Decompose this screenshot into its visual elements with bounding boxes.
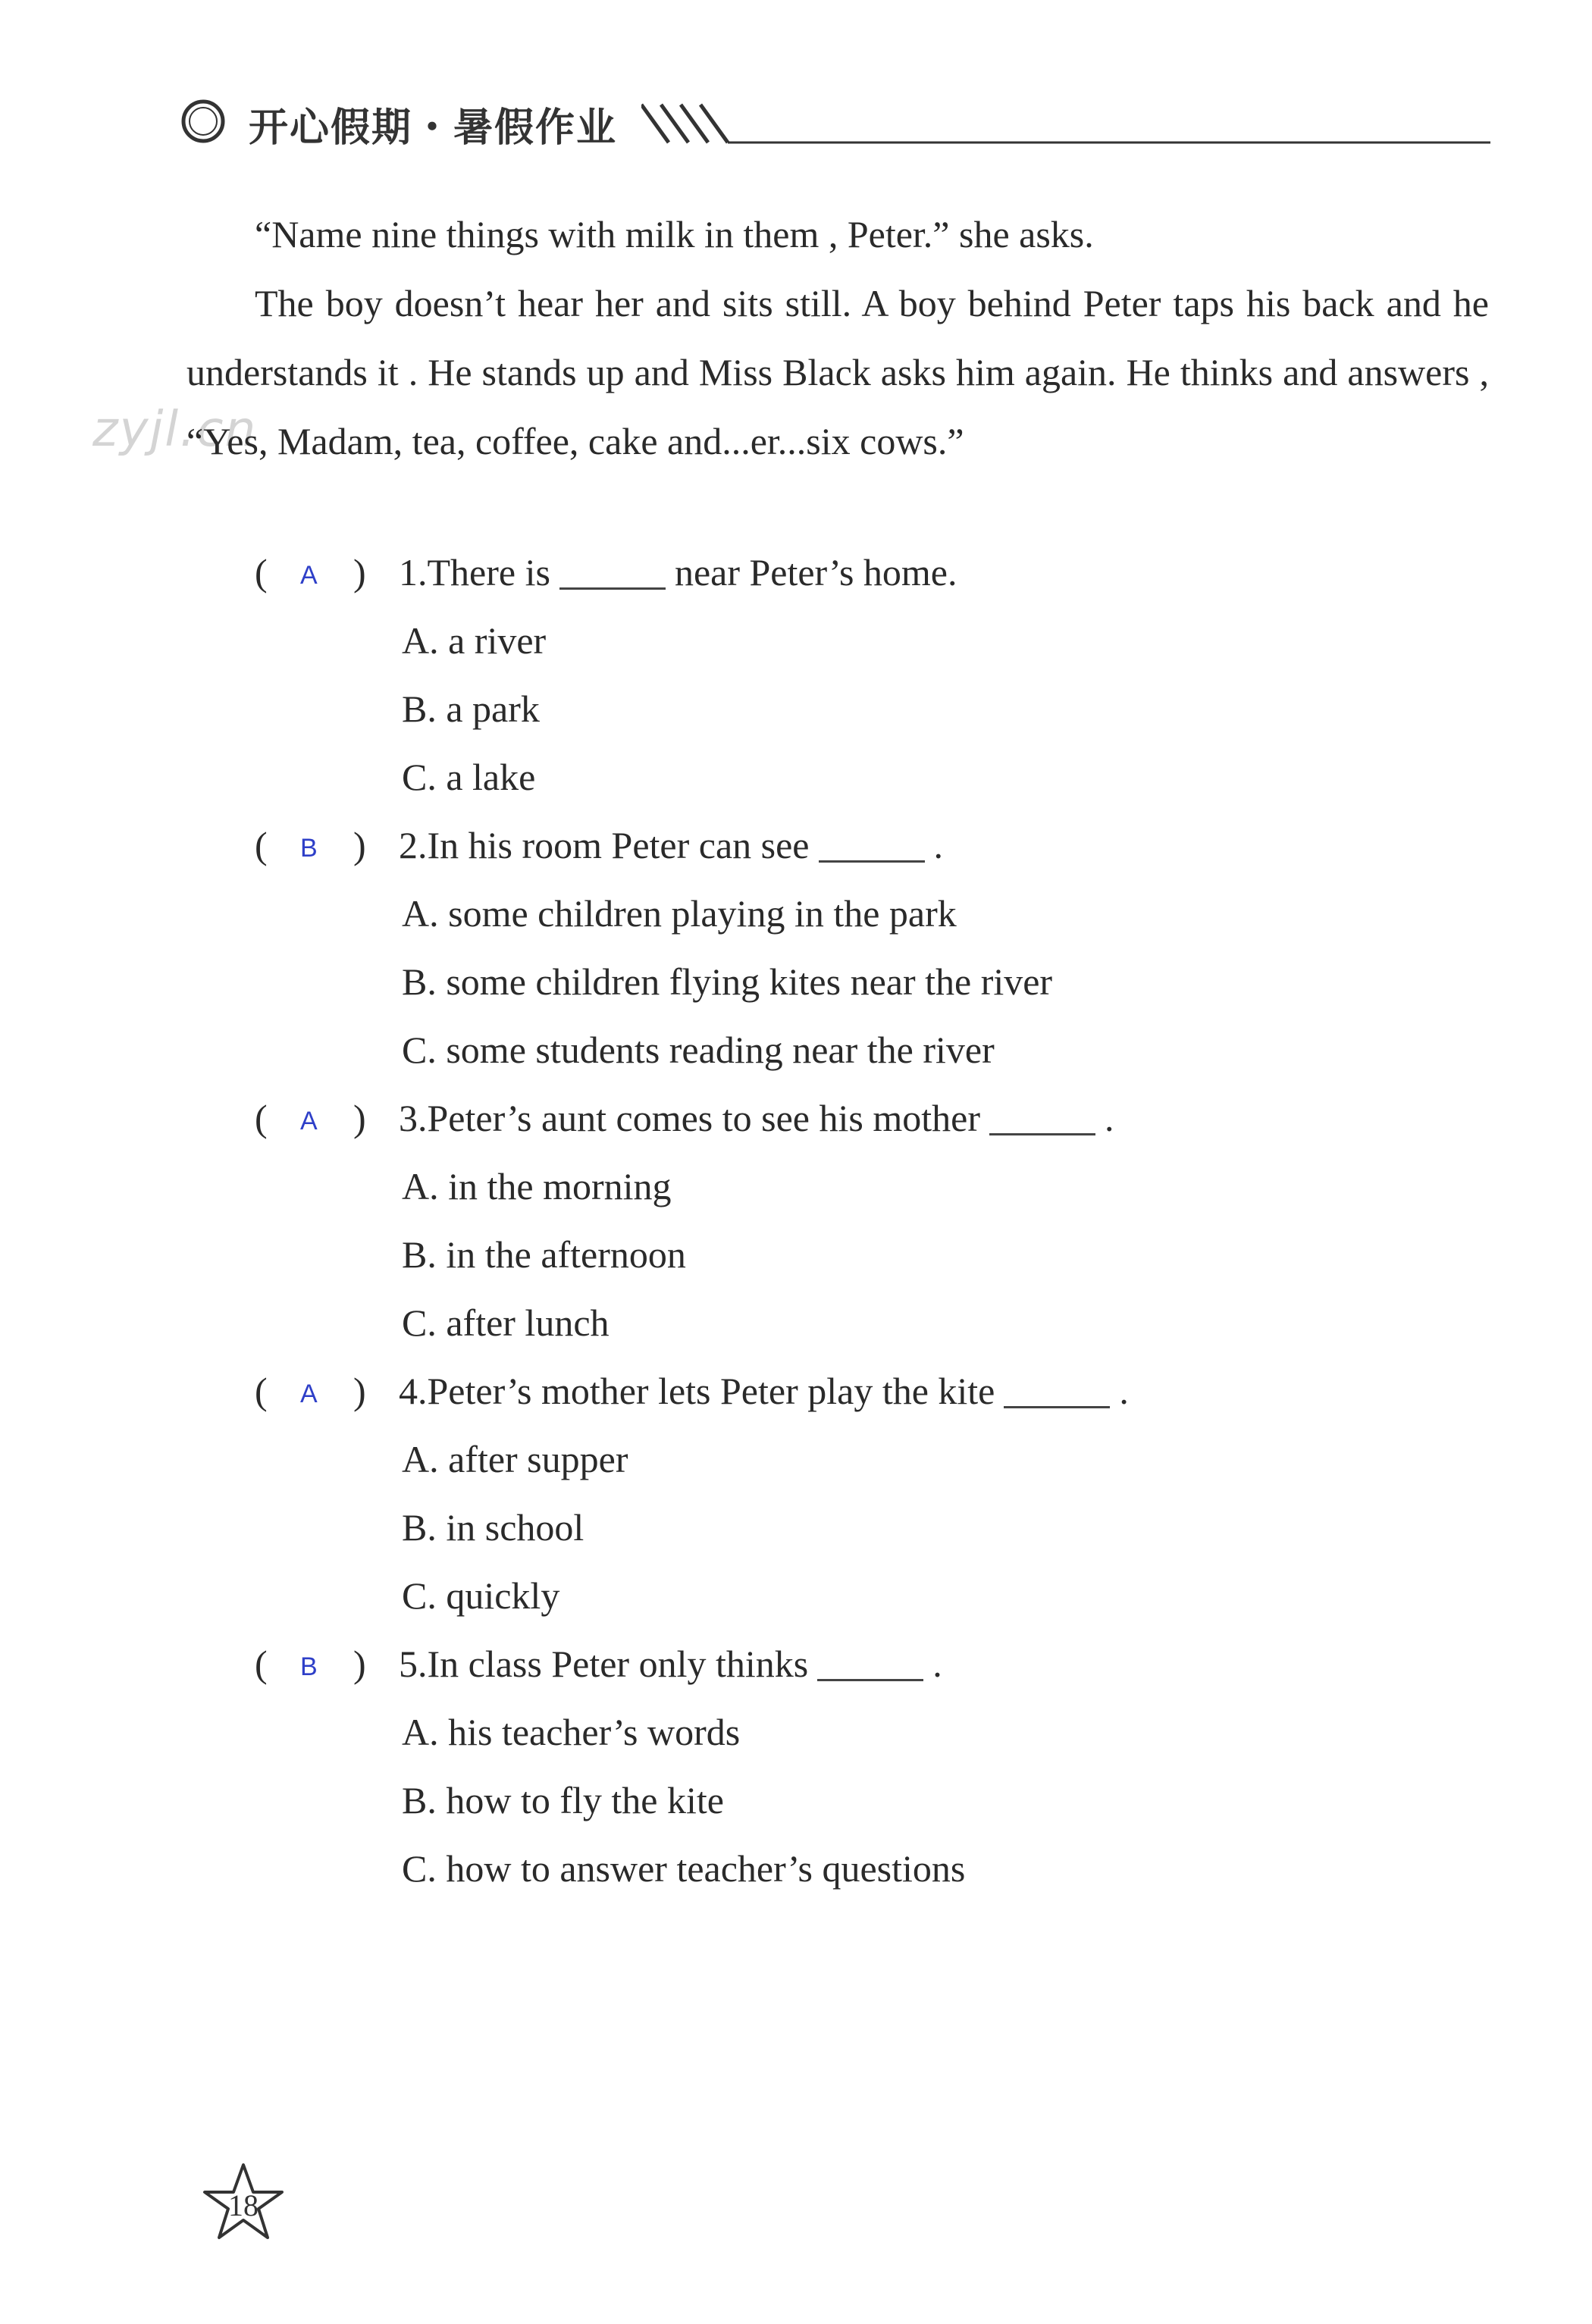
stem-text: Peter’s mother lets Peter play the kite [427, 1370, 995, 1412]
question-list [255, 538, 1392, 1903]
question-number: 4. [399, 1370, 428, 1412]
stem-text: In class Peter only thinks [427, 1643, 809, 1685]
answer-blank [1004, 1364, 1110, 1408]
page-number [202, 2162, 285, 2245]
answer-bracket: ( B ) [255, 1630, 399, 1698]
stem-text: . [933, 824, 944, 866]
answer-bracket: ( A ) [255, 538, 399, 606]
answer-mark: A [300, 561, 318, 590]
stem-text: . [1119, 1370, 1129, 1412]
answer-bracket: ( A ) [255, 1357, 399, 1425]
option: C. after lunch [402, 1301, 610, 1344]
stem-text: . [1104, 1097, 1114, 1139]
answer-blank [819, 818, 925, 863]
option: C. quickly [402, 1574, 560, 1617]
stem-text: . [932, 1643, 942, 1685]
answer-bracket: ( A ) [255, 1084, 399, 1152]
question-stem [255, 1084, 1392, 1152]
question [255, 811, 1392, 1084]
answer-mark: A [300, 1107, 318, 1135]
option: A. a river [402, 619, 547, 662]
answer-bracket: ( B ) [255, 811, 399, 879]
question [255, 1357, 1392, 1630]
question [255, 1630, 1392, 1903]
header-title: 开心假期・暑假作业 [249, 105, 618, 151]
question-number: 2. [399, 824, 428, 866]
option: A. some children playing in the park [402, 892, 957, 935]
watermark: zyjl.cn [92, 402, 258, 458]
option: B. in school [402, 1506, 584, 1549]
reading-passage [186, 200, 1489, 476]
question [255, 538, 1392, 811]
stem-text: near Peter’s home. [674, 551, 957, 594]
question-stem [255, 811, 1392, 879]
option: B. how to fly the kite [402, 1779, 724, 1821]
option: B. in the afternoon [402, 1233, 686, 1276]
answer-mark: B [300, 834, 318, 863]
question-stem [255, 1630, 1392, 1698]
option: A. his teacher’s words [402, 1711, 741, 1753]
ring-logo-icon [179, 97, 227, 146]
page-number-text: 18 [228, 2188, 259, 2222]
answer-blank [817, 1637, 923, 1681]
option: C. some students reading near the river [402, 1029, 995, 1071]
option: B. some children flying kites near the river [402, 960, 1053, 1003]
option: C. a lake [402, 756, 536, 798]
question-stem [255, 538, 1392, 606]
answer-mark: B [300, 1652, 318, 1681]
answer-blank [559, 545, 666, 590]
answer-blank [989, 1091, 1095, 1135]
question-number: 1. [399, 551, 428, 594]
page-header [179, 91, 1490, 152]
header-rule [641, 99, 1490, 152]
answer-mark: A [300, 1380, 318, 1408]
question [255, 1084, 1392, 1357]
option: A. in the morning [402, 1165, 672, 1207]
option: C. how to answer teacher’s questions [402, 1847, 966, 1890]
question-number: 5. [399, 1643, 428, 1685]
question-number: 3. [399, 1097, 428, 1139]
option: A. after supper [402, 1438, 628, 1480]
stem-text: Peter’s aunt comes to see his mother [427, 1097, 980, 1139]
option: B. a park [402, 687, 540, 730]
passage-paragraph: “Name nine things with milk in them , Peter.” she asks. [255, 213, 1094, 255]
passage-paragraph: The boy doesn’t hear her and sits still. A boy behind Peter taps his back and he understands it . He stands up and Miss Black asks him again. He thinks and answers , “Yes, Madam, tea, coffee, cake and...er...six cows.” [186, 282, 1489, 462]
question-stem [255, 1357, 1392, 1425]
stem-text: There is [427, 551, 550, 594]
stem-text: In his room Peter can see [427, 824, 810, 866]
